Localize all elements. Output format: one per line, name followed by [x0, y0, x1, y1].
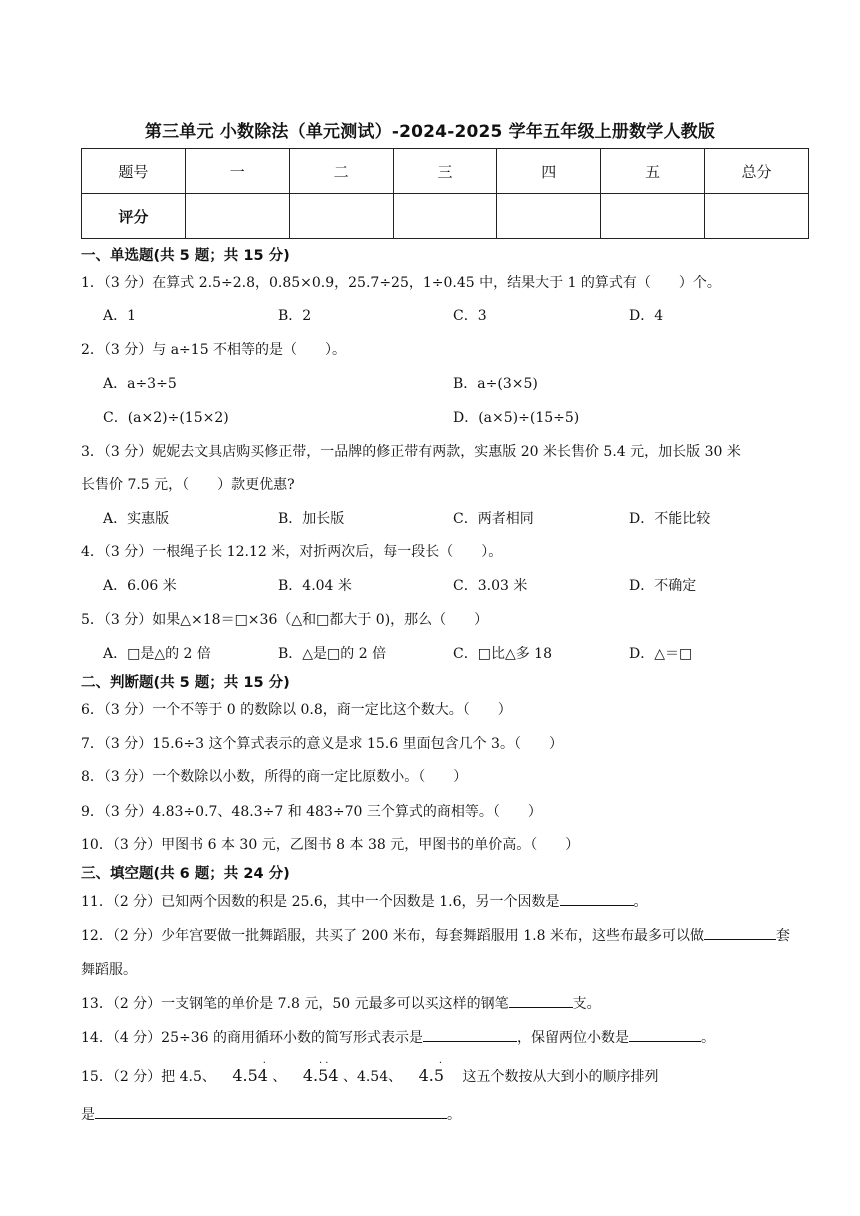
section-heading-fill-blank: 三、填空题(共 6 题；共 24 分)	[81, 866, 290, 882]
answer-blank[interactable]	[95, 1104, 447, 1119]
score-table-score-row	[82, 194, 809, 239]
question-7: 7．（3 分）15.6÷3 这个算式表示的意义是求 15.6 里面包含几个 3。（ ）	[81, 736, 563, 752]
q1-option-c: C．3	[453, 308, 487, 324]
question-1: 1．（3 分）在算式 2.5÷2.8，0.85×0.9，25.7÷25，1÷0.45 中，结果大于 1 的算式有（ ）个。	[81, 275, 721, 291]
q15-prefix: 是	[81, 1107, 95, 1123]
q1-option-d: D．4	[629, 308, 664, 324]
question-12-line-1	[81, 925, 790, 945]
q12-text: 12．（2 分）少年宫要做一批舞蹈服，共买了 200 米布，每套舞蹈服用 1.8 米布，这些布最多可以做	[81, 928, 704, 944]
question-10: 10．（3 分）甲图书 6 本 30 元，乙图书 8 本 38 元，甲图书的单价高。（ ）	[81, 837, 580, 853]
answer-blank[interactable]	[509, 993, 573, 1008]
question-11	[81, 891, 648, 911]
q14-end: 。	[700, 1030, 715, 1046]
question-13	[81, 993, 601, 1013]
q5-option-a: A．□是△的 2 倍	[103, 646, 211, 662]
q5-option-b: B．△是□的 2 倍	[278, 646, 387, 662]
question-8: 8．（3 分）一个数除以小数，所得的商一定比原数小。（ ）	[81, 769, 468, 785]
score-header-cell: 二	[289, 149, 393, 194]
q4-option-d: D．不确定	[629, 578, 697, 594]
q5-option-d: D．△＝□	[629, 646, 693, 662]
score-cell[interactable]	[601, 194, 705, 239]
q4-option-a: A．6.06 米	[103, 578, 177, 594]
q15-text: 15．（2 分）把 4.5、	[81, 1069, 216, 1085]
q14-text: 14．（4 分）25÷36 的商用循环小数的简写形式表示是	[81, 1030, 423, 1046]
recurring-decimal-3: · 4.5	[418, 1058, 445, 1085]
q1-option-b: B．2	[278, 308, 312, 324]
section-heading-true-false: 二、判断题(共 5 题；共 15 分)	[81, 675, 290, 691]
q15-sep: 、	[272, 1069, 287, 1085]
q2-option-d: D．(a×5)÷(15÷5)	[453, 410, 580, 426]
question-6: 6．（3 分）一个不等于 0 的数除以 0.8，商一定比这个数大。（ ）	[81, 702, 512, 718]
q14-mid: ，保留两位小数是	[516, 1030, 629, 1046]
q3-option-a: A．实惠版	[103, 511, 170, 527]
question-3-line-2: 长售价 7.5 元，（ ）款更优惠?	[81, 477, 295, 493]
q15-instruction: 这五个数按从大到小的顺序排列	[462, 1069, 659, 1085]
score-cell[interactable]	[289, 194, 393, 239]
score-row-label: 评分	[82, 194, 186, 239]
question-14	[81, 1027, 715, 1047]
q3-option-b: B．加长版	[278, 511, 345, 527]
answer-blank[interactable]	[704, 925, 776, 940]
page-title: 第三单元 小数除法（单元测试）-2024-2025 学年五年级上册数学人教版	[144, 122, 716, 142]
answer-blank[interactable]	[629, 1027, 701, 1042]
recurring-decimal-2: · · 4.54	[302, 1058, 339, 1085]
question-5: 5．（3 分）如果△×18＝□×36（△和□都大于 0)，那么（ ）	[81, 612, 489, 628]
recurring-dot-icon: · ·	[318, 1058, 329, 1069]
q2-option-b: B．a÷(3×5)	[453, 376, 538, 392]
q15-end: 。	[447, 1107, 461, 1123]
answer-blank[interactable]	[423, 1027, 517, 1042]
score-header-cell: 四	[497, 149, 601, 194]
q11-text: 11．（2 分）已知两个因数的积是 25.6，其中一个因数是 1.6，另一个因数是	[81, 894, 560, 910]
score-header-cell: 一	[185, 149, 289, 194]
q2-option-a: A．a÷3÷5	[103, 376, 177, 392]
q12-unit: 套	[775, 928, 790, 944]
score-table-header-row	[82, 149, 809, 194]
question-2: 2．（3 分）与 a÷15 不相等的是（ ）。	[81, 342, 347, 358]
answer-blank[interactable]	[560, 891, 634, 906]
q11-end: 。	[633, 894, 648, 910]
q1-option-a: A．1	[103, 308, 137, 324]
q13-end: 支。	[572, 996, 601, 1012]
q3-option-d: D．不能比较	[629, 511, 711, 527]
score-table	[81, 148, 809, 239]
q5-option-c: C．□比△多 18	[453, 646, 552, 662]
recurring-decimal-1: · 4.54	[232, 1058, 268, 1085]
q4-option-b: B．4.04 米	[278, 578, 352, 594]
q3-option-c: C．两者相同	[453, 511, 534, 527]
recurring-dot-icon: ·	[262, 1058, 266, 1069]
q15-sep: 、4.54、	[342, 1069, 403, 1085]
score-cell[interactable]	[705, 194, 809, 239]
q2-option-c: C．(a×2)÷(15×2)	[103, 410, 229, 426]
recurring-dot-icon: ·	[438, 1058, 443, 1069]
q13-text: 13．（2 分）一支钢笔的单价是 7.8 元，50 元最多可以买这样的钢笔	[81, 996, 509, 1012]
section-heading-single-choice: 一、单选题(共 5 题；共 15 分)	[81, 248, 290, 264]
q4-option-c: C．3.03 米	[453, 578, 528, 594]
question-3-line-1: 3．（3 分）妮妮去文具店购买修正带，一品牌的修正带有两款，实惠版 20 米长售价 5.4 元，加长版 30 米	[81, 444, 741, 460]
score-header-cell: 五	[601, 149, 705, 194]
score-cell[interactable]	[497, 194, 601, 239]
score-cell[interactable]	[393, 194, 497, 239]
score-cell[interactable]	[185, 194, 289, 239]
question-4: 4．（3 分）一根绳子长 12.12 米，对折两次后，每一段长（ ）。	[81, 544, 503, 560]
score-header-cell: 题号	[82, 149, 186, 194]
score-header-cell: 总分	[705, 149, 809, 194]
question-9: 9．（3 分）4.83÷0.7、48.3÷7 和 483÷70 三个算式的商相等。（ ）	[81, 804, 542, 820]
question-15-line-2	[81, 1104, 461, 1124]
score-header-cell: 三	[393, 149, 497, 194]
question-15-line-1	[81, 1058, 659, 1086]
question-12-line-2: 舞蹈服。	[81, 962, 137, 978]
